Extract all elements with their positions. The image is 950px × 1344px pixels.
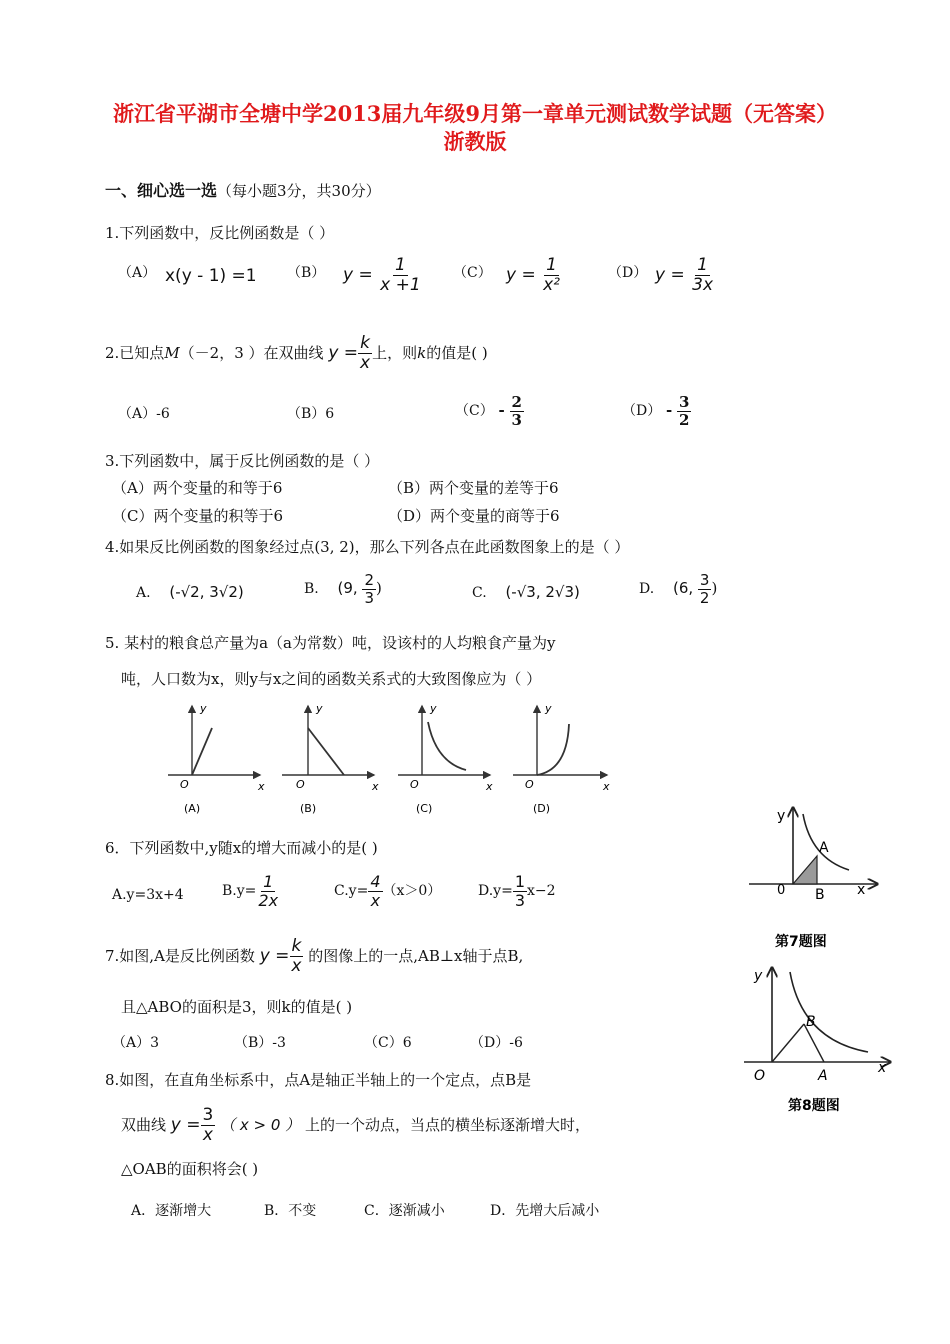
fig8-o: O (754, 1068, 766, 1084)
q5-d-x: x (603, 780, 610, 793)
q2-num: k (360, 332, 370, 353)
q4-b-pre: (9, (337, 579, 358, 597)
q7-stem-b: 的图像上的一点,AB⊥x轴于点B, (308, 947, 524, 965)
q1-d-num: 1 (697, 255, 708, 275)
q5-b-o: O (296, 778, 305, 791)
q7-option-a: （A）3 (112, 1035, 160, 1051)
q6-b-num: 1 (263, 872, 274, 891)
q5-d-label: (D) (533, 802, 551, 815)
q5-line2: 吨，人口数为x，则y与x之间的函数关系式的大致图像应为（ ） (121, 670, 542, 688)
q5-graph-d (505, 700, 615, 818)
q6-stem: 6．下列函数中,y随x的增大而减小的是( ) (105, 839, 378, 857)
q8-line1: 8.如图，在直角坐标系中，点A是轴正半轴上的一个定点，点B是 (105, 1071, 532, 1089)
q1-option-d (655, 256, 715, 294)
q7-line2: 且△ABO的面积是3，则k的值是( ) (121, 998, 353, 1016)
q8-option-a: A．逐渐增大 (131, 1203, 212, 1219)
q7-option-b: （B）-3 (234, 1035, 286, 1051)
q8-den: x (202, 1124, 213, 1145)
q5-c-y: y (430, 702, 437, 715)
q7-num: k (291, 935, 302, 956)
q4-a-value: (-√2, 3√2) (169, 583, 244, 601)
q2-stem-b: （－2，3 ）在双曲线 (179, 344, 324, 362)
q2-c-label: （C） (455, 403, 494, 419)
q8-option-c: C．逐渐减小 (364, 1203, 445, 1219)
q6-option-b (222, 873, 280, 909)
q6-b-den: 2x (258, 890, 279, 910)
q2-k: k (417, 344, 427, 362)
q5-b-label: (B) (300, 802, 317, 815)
q1-b-den: x +1 (380, 274, 421, 295)
q2-stem-d: 的值是( ) (426, 344, 488, 362)
q2-formula (328, 332, 372, 373)
q5-a-curve (192, 728, 212, 775)
q6-d-pre: D.y= (478, 883, 513, 900)
fig8-ob (772, 1024, 804, 1062)
q4-d-label: D. (639, 581, 655, 597)
q2-option-b: （B）6 (287, 406, 335, 422)
figure-7 (745, 800, 885, 952)
q1-c-den: x² (543, 274, 561, 295)
q1-option-c (506, 256, 562, 294)
q8-line2-b: 上的一个动点，当点的横坐标逐渐增大时， (304, 1116, 590, 1134)
q5-d-curve (537, 724, 569, 775)
q1-label-d: （D） (608, 265, 648, 281)
q3-stem: 3.下列函数中，属于反比例函数的是（ ） (105, 452, 380, 470)
q2-stem-c: 上，则 (372, 344, 418, 362)
q5-line1: 5. 某村的粮食总产量为a（a为常数）吨，设该村的人均粮食产量为y (105, 634, 556, 652)
q7-option-d: （D）-6 (470, 1035, 523, 1051)
q4-c-value: (-√3, 2√3) (505, 583, 580, 601)
q1-c-num: 1 (546, 255, 557, 275)
fig8-curve (790, 972, 868, 1052)
q6-d-post: x−2 (527, 883, 556, 900)
fig7-triangle (793, 856, 817, 884)
q8-formula (170, 1104, 216, 1145)
q1-option-b (343, 256, 423, 294)
q5-c-x: x (486, 780, 493, 793)
q7-stem (105, 933, 523, 979)
q2-d-num: 3 (679, 393, 690, 411)
fig7-a: A (819, 840, 829, 856)
q1-label-a: （A） (118, 265, 157, 281)
q5-b-x: x (372, 780, 379, 793)
q5-c-o: O (410, 778, 419, 791)
q8-lhs: y = (170, 1115, 201, 1135)
q2-den: x (360, 352, 371, 373)
q2-d-label: （D） (622, 403, 662, 419)
q4-b-num: 2 (364, 571, 375, 589)
q6-d-num: 1 (514, 872, 526, 891)
q1-d-lhs: y = (655, 265, 685, 286)
q4-d-den: 2 (699, 588, 710, 607)
q4-option-b (304, 572, 382, 606)
q4-b-post: ) (376, 579, 382, 597)
q1-d-den: 3x (692, 274, 714, 295)
q5-a-x: x (258, 780, 265, 793)
q1-label-c: （C） (453, 265, 492, 281)
q5-graph-c (398, 702, 493, 815)
q3-option-a: （A）两个变量的和等于6 (112, 479, 283, 497)
q5-graph-a (168, 702, 265, 815)
fig8-y: y (754, 968, 763, 984)
q2-c-den: 3 (511, 410, 522, 429)
q6-option-c (334, 873, 441, 909)
section-title: 一、细心选一选 (105, 181, 218, 200)
page-subtitle: 浙教版 (443, 129, 507, 154)
q5-d-o: O (525, 778, 534, 791)
q1-b-num: 1 (394, 255, 406, 275)
fig8-a: A (818, 1068, 828, 1084)
q2-option-c (455, 394, 524, 428)
fig7-o: 0 (777, 883, 786, 898)
q4-a-label: A. (136, 585, 151, 601)
q6-option-a: A.y=3x+4 (112, 887, 184, 903)
figure-8 (740, 960, 900, 1118)
q3-option-d: （D）两个变量的商等于6 (388, 507, 560, 525)
q6-c-post: （x＞0） (382, 883, 442, 900)
q5-graphs (160, 700, 500, 818)
q5-graph-b (282, 702, 379, 815)
q4-stem: 4.如果反比例函数的图象经过点(3, 2)，那么下列各点在此函数图象上的是（ ） (105, 538, 630, 556)
q5-a-o: O (180, 778, 189, 791)
fig7-x: x (857, 882, 866, 898)
q8-line2-a: 双曲线 (121, 1116, 167, 1134)
q8-cond: （ x > 0 ） (220, 1116, 301, 1134)
q6-option-d (478, 873, 556, 909)
q2-lhs: y = (328, 343, 359, 363)
section-note: （每小题3分，共30分） (217, 182, 381, 200)
q1-option-a: x(y - 1) =1 (165, 266, 257, 286)
q8-num: 3 (202, 1104, 214, 1125)
q2-option-a: （A）-6 (118, 406, 170, 422)
q3-option-c: （C）两个变量的积等于6 (112, 507, 284, 525)
q5-b-y: y (316, 702, 323, 715)
q1-label-b: （B） (287, 265, 326, 281)
q3-option-b: （B）两个变量的差等于6 (388, 479, 559, 497)
q5-a-y: y (200, 702, 207, 715)
q2-option-d (622, 394, 691, 428)
q7-lhs: y = (259, 946, 290, 966)
page-title: 浙江省平湖市全塘中学2013届九年级9月第一章单元测试数学试题（无答案） (112, 101, 838, 126)
section-heading (105, 178, 381, 201)
q4-d-post: ) (711, 579, 718, 597)
q6-b-pre: B.y= (222, 883, 257, 900)
q6-c-pre: C.y= (334, 883, 369, 900)
q2-d-den: 2 (679, 410, 690, 429)
q4-b-den: 3 (364, 588, 375, 607)
q5-d-y: y (545, 702, 552, 715)
q6-c-num: 4 (370, 872, 381, 891)
fig8-x: x (878, 1060, 887, 1076)
q2-c-sign: - (498, 401, 505, 419)
q2-d-sign: - (666, 401, 673, 419)
q4-d-num: 3 (699, 571, 710, 589)
q2-stem (105, 330, 488, 376)
q2-stem-a: 2.已知点 (105, 344, 165, 362)
q7-den: x (291, 955, 302, 976)
q1-stem: 1.下列函数中，反比例函数是（ ） (105, 224, 335, 242)
q5-c-curve (428, 722, 466, 770)
fig8-caption: 第8题图 (788, 1098, 840, 1114)
q1-c-lhs: y = (506, 265, 536, 286)
q4-option-c (472, 583, 580, 601)
q4-option-d (639, 572, 717, 606)
q1-b-lhs: y = (343, 265, 373, 286)
fig8-b: B (806, 1014, 816, 1030)
q8-line2 (121, 1102, 590, 1148)
q8-option-b: B．不变 (264, 1203, 317, 1219)
q4-c-label: C. (472, 585, 487, 601)
q4-d-pre: (6, (672, 579, 694, 597)
fig7-caption: 第7题图 (775, 934, 827, 950)
q7-stem-a: 7.如图,A是反比例函数 (105, 947, 255, 965)
q7-option-c: （C）6 (364, 1035, 412, 1051)
q6-c-den: x (370, 890, 381, 910)
q7-formula (259, 935, 304, 976)
q2-c-num: 2 (511, 393, 522, 411)
q2-point-m: M (164, 344, 180, 362)
q4-b-label: B. (304, 581, 319, 597)
fig7-y: y (777, 808, 786, 824)
q4-option-a (136, 583, 244, 601)
fig7-b: B (815, 887, 825, 903)
q5-c-label: (C) (416, 802, 433, 815)
q5-a-label: (A) (184, 802, 201, 815)
q8-option-d: D．先增大后减小 (490, 1203, 600, 1219)
q8-line3: △OAB的面积将会( ) (121, 1160, 259, 1178)
q5-b-curve (308, 728, 344, 775)
q6-d-den: 3 (514, 890, 526, 910)
